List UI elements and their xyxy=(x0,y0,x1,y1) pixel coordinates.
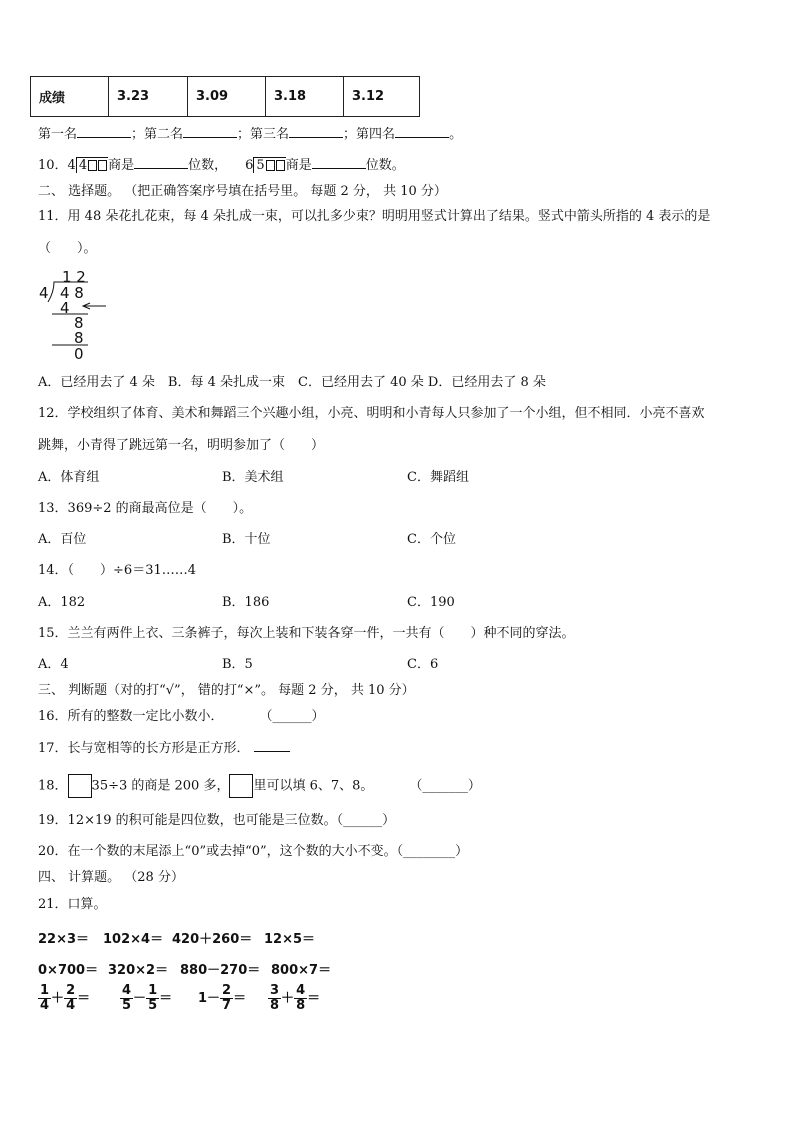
fraction xyxy=(64,984,77,1013)
digit-box xyxy=(88,160,97,171)
rank-label: ；第二名 xyxy=(131,127,184,142)
table-cell: 3.18 xyxy=(266,77,344,117)
fraction xyxy=(146,984,159,1013)
punctuation: 。 xyxy=(449,127,463,142)
fraction xyxy=(38,984,51,1013)
numerator: 1 xyxy=(148,983,158,998)
divisor: 6 xyxy=(245,158,254,173)
question-text: 位数， xyxy=(188,158,228,173)
numerator: 2 xyxy=(222,983,232,998)
digit-box xyxy=(98,160,107,171)
fraction-calc xyxy=(268,984,320,1013)
numerator: 4 xyxy=(122,983,132,998)
rank-label: ；第三名 xyxy=(237,127,290,142)
fraction-calc xyxy=(120,984,172,1013)
score-table xyxy=(30,76,420,117)
fraction xyxy=(294,984,307,1013)
question-number: 10． xyxy=(38,158,68,173)
question-15-text: 15．兰兰有两件上衣、三条裤子，每次上装和下装各穿一件，一共有（ ）种不同的穿法。 xyxy=(38,626,575,641)
divisor: 4 xyxy=(67,158,76,173)
division-bracket xyxy=(76,157,108,173)
rank-label: ；第四名 xyxy=(343,127,396,142)
fraction xyxy=(120,984,133,1013)
calc-item: 12×5＝ xyxy=(264,932,316,947)
denominator: 4 xyxy=(40,998,50,1013)
answer-blank[interactable] xyxy=(77,137,131,138)
table-row xyxy=(31,77,420,117)
long-division-diagram xyxy=(36,268,126,363)
division-bracket xyxy=(253,157,285,173)
question-20: 20．在一个数的末尾添上“0”或去掉“0”，这个数的大小不变。（________） xyxy=(38,844,469,859)
question-12-text: 12．学校组织了体育、美术和舞蹈三个兴趣小组，小亮、明明和小青每人只参加了一个小组，但不相同．小亮不喜欢 xyxy=(38,406,705,421)
equals: ＝ xyxy=(77,991,91,1006)
option-b[interactable]: B．186 xyxy=(222,595,270,610)
table-header-cell: 成绩 xyxy=(31,77,109,117)
denominator: 8 xyxy=(270,998,280,1013)
section-4-heading: 四、 计算题。 （28 分） xyxy=(38,870,184,885)
divisor: 4 xyxy=(39,284,49,302)
question-17 xyxy=(38,740,290,758)
question-12-text: 跳舞，小青得了跳远第一名，明明参加了（ ） xyxy=(38,438,325,453)
question-16 xyxy=(38,708,325,726)
answer-paren[interactable]: （_______） xyxy=(409,778,481,794)
question-18 xyxy=(38,774,481,799)
step-row: 8 xyxy=(74,314,84,332)
answer-blank[interactable] xyxy=(289,137,343,138)
question-21-title: 21．口算。 xyxy=(38,897,107,912)
dividend: 4 8 xyxy=(60,284,84,302)
denominator: 8 xyxy=(296,998,306,1013)
fraction xyxy=(220,984,233,1013)
question-11-options: A．已经用去了 4 朵 B．每 4 朵扎成一束 C．已经用去了 40 朵 D．已经用去了 8 朵 xyxy=(38,375,546,390)
question-text: 35÷3 的商是 200 多， xyxy=(91,778,230,794)
option-a[interactable]: A．182 xyxy=(38,595,86,610)
operator: ＋ xyxy=(51,991,65,1006)
calc-item: 320×2＝ xyxy=(108,963,169,978)
calc-item: 880－270＝ xyxy=(180,963,261,978)
section-3-heading: 三、 判断题（对的打“√”， 错的打“×”。 每题 2 分， 共 10 分） xyxy=(38,683,415,698)
question-text: 商是 xyxy=(108,158,135,173)
answer-blank[interactable] xyxy=(254,751,290,752)
calc-item: 102×4＝ xyxy=(103,932,164,947)
answer-blank[interactable] xyxy=(183,137,237,138)
denominator: 4 xyxy=(66,998,76,1013)
numerator: 2 xyxy=(66,983,76,998)
question-text: 商是 xyxy=(285,158,312,173)
whole-number: 1－ xyxy=(198,991,221,1006)
question-11-paren: （ ）。 xyxy=(38,241,97,256)
option-c[interactable]: C．190 xyxy=(407,595,455,610)
digit-box xyxy=(276,160,285,171)
operator: － xyxy=(133,991,147,1006)
numerator: 1 xyxy=(40,983,50,998)
dividend-digit: 4 xyxy=(78,158,88,173)
option-a[interactable]: A．百位 xyxy=(38,532,87,547)
equals: ＝ xyxy=(159,991,173,1006)
section-2-heading: 二、 选择题。 （把正确答案序号填在括号里。 每题 2 分， 共 10 分） xyxy=(38,184,447,199)
calc-item: 800×7＝ xyxy=(271,963,332,978)
table-cell: 3.09 xyxy=(188,77,266,117)
option-a[interactable]: A．体育组 xyxy=(38,470,100,485)
answer-blank[interactable] xyxy=(395,137,449,138)
denominator: 5 xyxy=(122,998,132,1013)
option-b[interactable]: B．5 xyxy=(222,657,253,672)
question-text: 位数。 xyxy=(365,158,405,173)
question-text: 16．所有的整数一定比小数小． xyxy=(38,709,224,724)
question-text: 里可以填 6、7、8。 xyxy=(253,778,374,794)
question-text: 17．长与宽相等的长方形是正方形． xyxy=(38,741,250,756)
digit-box xyxy=(266,160,275,171)
question-11-text: 11．用 48 朵花扎花束，每 4 朵扎成一束，可以扎多少束？明明用竖式计算出了结果。竖式中箭头所指的 4 表示的是 xyxy=(38,209,711,224)
step-row: 0 xyxy=(74,345,84,363)
option-b[interactable]: B．美术组 xyxy=(222,470,284,485)
equals: ＝ xyxy=(233,991,247,1006)
calc-item: 0×700＝ xyxy=(38,963,99,978)
question-10 xyxy=(38,157,405,175)
option-a[interactable]: A．4 xyxy=(38,657,69,672)
option-b[interactable]: B．十位 xyxy=(222,532,271,547)
rank-line xyxy=(38,126,462,144)
calc-item: 22×3＝ xyxy=(38,932,90,947)
calc-item: 420＋260＝ xyxy=(172,932,253,947)
digit-box[interactable] xyxy=(229,774,253,798)
equals: ＝ xyxy=(307,991,321,1006)
dividend-digit: 5 xyxy=(256,158,265,173)
fraction xyxy=(268,984,281,1013)
table-cell: 3.23 xyxy=(109,77,188,117)
numerator: 3 xyxy=(270,983,280,998)
fraction-calc xyxy=(38,984,90,1013)
answer-paren[interactable]: （______） xyxy=(259,709,325,724)
question-14-text: 14．（ ）÷6＝31……4 xyxy=(38,563,197,578)
operator: ＋ xyxy=(281,991,295,1006)
numerator: 4 xyxy=(296,983,306,998)
answer-blank[interactable] xyxy=(134,168,188,169)
question-19: 19．12×19 的积可能是四位数，也可能是三位数。（______） xyxy=(38,813,396,828)
option-c[interactable]: C．6 xyxy=(407,657,439,672)
fraction-calc xyxy=(198,984,246,1013)
rank-label: 第一名 xyxy=(38,127,78,142)
quotient: 1 2 xyxy=(62,268,86,286)
step-row: 8 xyxy=(74,329,84,347)
digit-box[interactable] xyxy=(68,774,92,798)
denominator: 5 xyxy=(148,998,158,1013)
question-13-text: 13．369÷2 的商最高位是（ ）。 xyxy=(38,501,253,516)
table-cell: 3.12 xyxy=(344,77,420,117)
step-row: 4 xyxy=(60,299,70,317)
option-c[interactable]: C．舞蹈组 xyxy=(407,470,469,485)
question-number: 18． xyxy=(38,778,68,794)
option-c[interactable]: C．个位 xyxy=(407,532,456,547)
answer-blank[interactable] xyxy=(312,168,366,169)
denominator: 7 xyxy=(222,998,232,1013)
